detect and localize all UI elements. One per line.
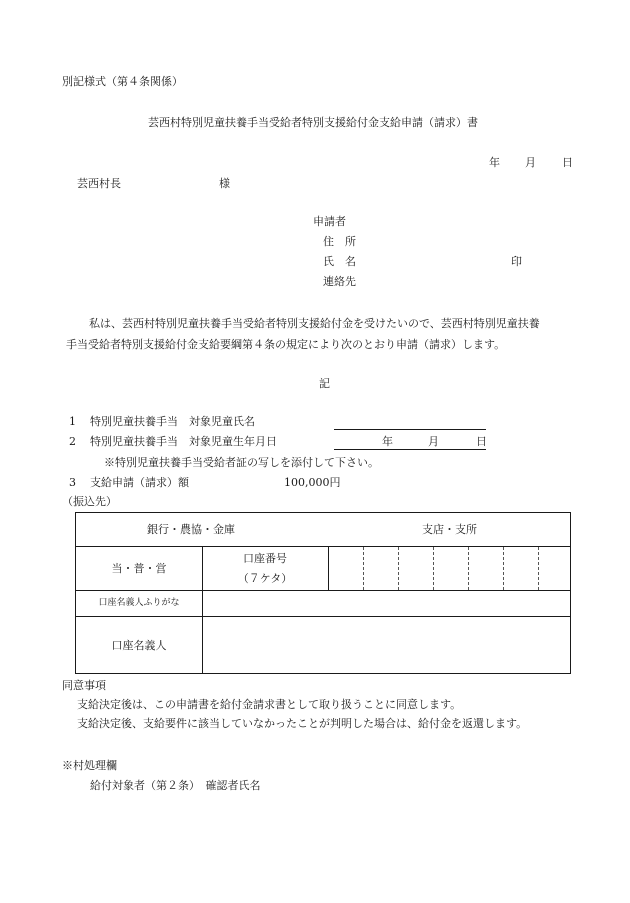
table-col-divider — [202, 547, 203, 673]
digit-cell-divider — [398, 547, 399, 590]
table-row-divider — [76, 590, 570, 591]
applicant-address-label: 住 所 — [323, 235, 356, 248]
item-1-number: 1 — [69, 415, 76, 428]
consent-line1: 支給決定後は、この申請書を給付金請求書として取り扱うことに同意します。 — [77, 698, 462, 711]
item-2-label: 特別児童扶養手当 対象児童生年月日 — [90, 435, 277, 448]
office-line: 給付対象者（第２条） 確認者氏名 — [90, 779, 261, 792]
digit-cell-divider — [538, 547, 539, 590]
seal-mark: 印 — [511, 255, 522, 268]
item-3-amount: 100,000円 — [284, 476, 341, 489]
applicant-contact-label: 連絡先 — [323, 275, 356, 288]
date-day: 日 — [562, 156, 573, 169]
item-2-month: 月 — [428, 435, 439, 448]
item-1-underline — [334, 429, 486, 430]
table-row-divider — [76, 546, 570, 547]
office-heading: ※村処理欄 — [62, 759, 117, 772]
form-title: 芸西村特別児童扶養手当受給者特別支援給付金支給申請（請求）書 — [148, 116, 478, 129]
item-1-label: 特別児童扶養手当 対象児童氏名 — [90, 415, 255, 428]
addressee-honorific: 様 — [219, 177, 230, 190]
body-text-line1: 私は、芸西村特別児童扶養手当受給者特別支援給付金を受けたいので、芸西村特別児童扶養 — [89, 317, 540, 330]
applicant-name-label: 氏 名 — [323, 255, 356, 268]
applicant-heading: 申請者 — [313, 215, 346, 228]
account-types-label: 当・普・営 — [111, 562, 167, 575]
addressee-name: 芸西村長 — [77, 177, 121, 190]
transfer-label: （振込先） — [62, 495, 117, 508]
item-2-underline — [334, 449, 486, 450]
ki-heading: 記 — [319, 377, 330, 390]
digit-cell-divider — [363, 547, 364, 590]
item-3-number: 3 — [69, 476, 76, 489]
digit-cell-divider — [433, 547, 434, 590]
consent-line2: 支給決定後、支給要件に該当していなかったことが判明した場合は、給付金を返還します。 — [77, 717, 528, 730]
digits-label: （７ケタ） — [237, 572, 293, 585]
attachment-note: ※特別児童扶養手当受給者証の写しを添付して下さい。 — [104, 456, 379, 469]
holder-kana-label: 口座名義人ふりがな — [98, 598, 180, 608]
holder-label: 口座名義人 — [111, 639, 167, 652]
item-2-year: 年 — [382, 435, 393, 448]
bank-table: 銀行・農協・金庫 支店・支所 当・普・営 口座番号 （７ケタ） 口座名義人ふりがな 口座名義人 — [75, 512, 571, 674]
item-2-day: 日 — [476, 435, 487, 448]
account-number-label: 口座番号 — [243, 552, 287, 565]
table-col-divider — [328, 547, 329, 590]
item-2-number: 2 — [69, 435, 76, 448]
date-month: 月 — [525, 156, 536, 169]
digit-cell-divider — [503, 547, 504, 590]
consent-heading: 同意事項 — [62, 679, 106, 692]
form-label: 別記様式（第４条関係） — [62, 75, 183, 88]
table-row-divider — [76, 616, 570, 617]
body-text-line2: 手当受給者特別支援給付金支給要綱第４条の規定により次のとおり申請（請求）します。 — [66, 338, 506, 351]
item-3-label: 支給申請（請求）額 — [90, 476, 189, 489]
digit-cell-divider — [468, 547, 469, 590]
date-year: 年 — [489, 156, 500, 169]
